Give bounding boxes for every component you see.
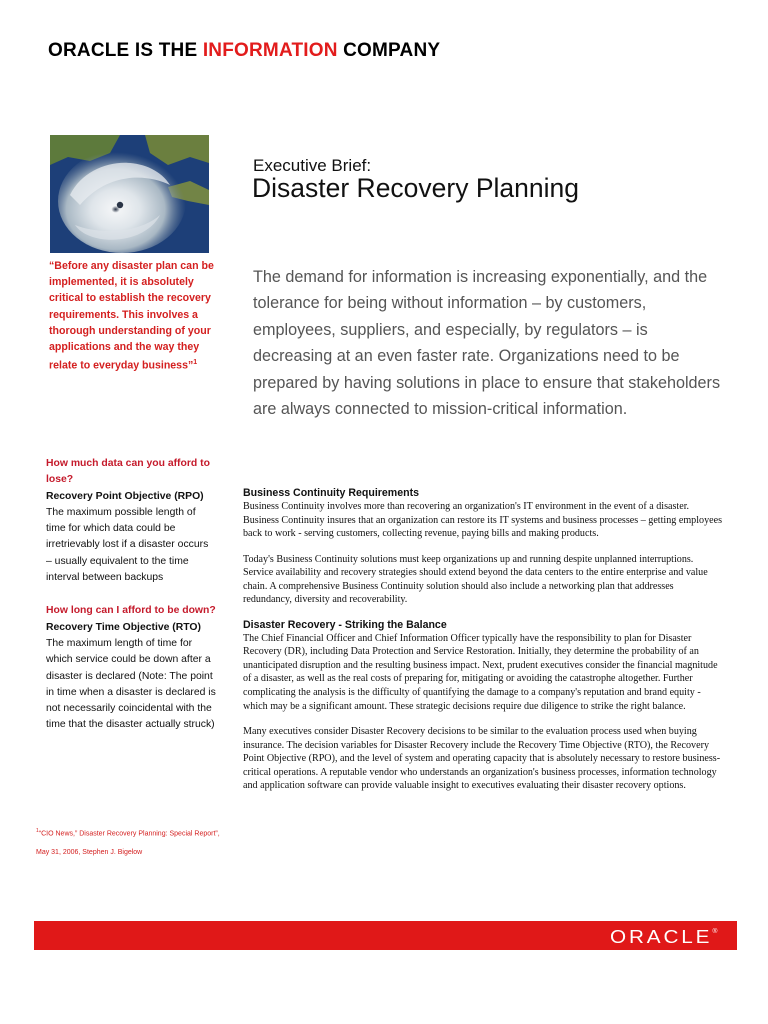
header-suffix: COMPANY bbox=[337, 40, 441, 61]
sidebar-definitions bbox=[46, 456, 216, 734]
footer-bar bbox=[34, 921, 737, 950]
body-paragraph: The Chief Financial Officer and Chief Information Officer typically have the responsibility to plan for Disaster Recovery (DR), including Data Protection and Service Restoration. Initially, they determine the probability of an unanticipated disruption and the resulting business impact. Next, prudent executives consider the financial magnitude of a disaster, as well as the real costs of preparing for, mitigating or avoiding the catastrophe altogether. Further complicating the analysis is the difficulty of quantifying the damage to a company's reputation and brand equity - which may be a significant amount. These strategic decisions require due diligence to strike the right balance. bbox=[243, 632, 718, 712]
oracle-logo bbox=[610, 927, 717, 948]
header-highlight: INFORMATION bbox=[202, 40, 338, 61]
footnote-ref: 1 bbox=[36, 828, 39, 834]
sidebar-question-1: How much data can you afford to lose? bbox=[46, 458, 210, 486]
oracle-logo-text: ORACLE bbox=[609, 927, 712, 947]
brief-kicker: Executive Brief: bbox=[253, 156, 372, 175]
sidebar-question-2: How long can I afford to be down? bbox=[46, 605, 216, 617]
sidebar-heading-rpo: Recovery Point Objective (RPO) bbox=[46, 490, 204, 502]
sidebar-text-rto: The maximum length of time for which service could be down after a disaster is declared (Note: The point in time when a disaster is declared is not necessarily coincidental with the time that the disaster actually struck) bbox=[46, 637, 216, 731]
pull-quote-text: “Before any disaster plan can be implemented, it is absolutely critical to establish the recovery requirements. This involves a thorough understanding of your applications and the way they relate to everyday business” bbox=[49, 260, 214, 372]
header-prefix: ORACLE IS THE bbox=[48, 40, 203, 61]
page-title: Disaster Recovery Planning bbox=[252, 173, 579, 203]
section-heading-business-continuity: Business Continuity Requirements bbox=[243, 487, 420, 499]
footnote-text: “CIO News,” Disaster Recovery Planning: Special Report”, May 31, 2006, Stephen J. Bigelow bbox=[36, 830, 220, 857]
main-body bbox=[243, 487, 725, 805]
body-paragraph: Today's Business Continuity solutions must keep organizations up and running despite unplanned interruptions. Service availability and recovery strategies should extend beyond the data centers to the entire enterprise and value chain. A comprehensive Business Continuity solution should also include a networking plan that addresses redundancy, diversity and recoverability. bbox=[243, 553, 708, 606]
body-paragraph: Business Continuity involves more than recovering an organization's IT environment in the event of a disaster. Business Continuity insures that an organization can restore its IT systems and business processes – getting employees back to work - serving customers, collecting revenue, paying bills and making products. bbox=[243, 501, 723, 540]
registered-mark: ® bbox=[711, 929, 717, 935]
header-slogan bbox=[48, 40, 440, 62]
body-paragraph: Many executives consider Disaster Recovery decisions to be similar to the evaluation process used when buying insurance. The decision variables for Disaster Recovery include the Recovery Time Objective (RTO), the Recovery Point Objective (RPO), and the level of system and operating capacity that is absolutely necessary to restore business-critical operations. A reputable vendor who understands an organization's business processes, information technology and application software can provide valuable insight to executives evaluating their disaster recovery options. bbox=[243, 726, 721, 792]
footnote bbox=[36, 822, 226, 862]
section-heading-disaster-recovery: Disaster Recovery - Striking the Balance bbox=[243, 618, 447, 631]
sidebar-text-rpo: The maximum possible length of time for which data could be irretrievably lost if a disaster occurs – usually equivalent to the time interval between backups bbox=[46, 506, 209, 584]
sidebar-heading-rto: Recovery Time Objective (RTO) bbox=[46, 621, 201, 633]
hurricane-satellite-image bbox=[50, 135, 209, 253]
lead-paragraph: The demand for information is increasing exponentially, and the tolerance for being without information – by customers, employees, suppliers, and especially, by regulators – is decreasing at an even faster rate. Organizations need to be prepared by having solutions in place to ensure that stakeholders are always connected to mission-critical information. bbox=[253, 268, 721, 419]
pull-quote bbox=[49, 258, 214, 374]
pull-quote-ref: 1 bbox=[193, 359, 198, 367]
